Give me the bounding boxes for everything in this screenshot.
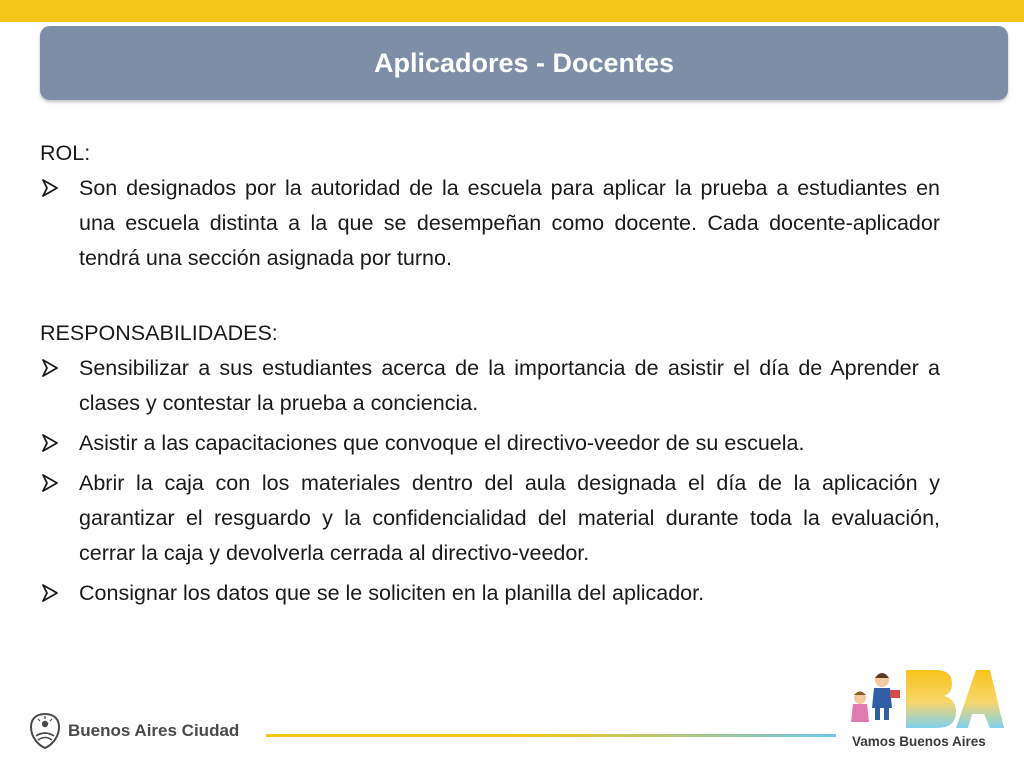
arrow-bullet-icon <box>40 473 60 493</box>
arrow-bullet-icon <box>40 178 60 198</box>
resp-bullet-item <box>40 466 940 571</box>
resp-bullet-text: Abrir la caja con los materiales dentro del aula designada el día de la aplicación y garantizar el resguardo y la confidencialidad del material durante toda la evaluación, cerrar la caja y devolverla cerrada al directivo-veedor. <box>79 471 940 565</box>
rol-bullet-item <box>40 171 940 276</box>
footer-divider <box>266 734 836 737</box>
slide-title: Aplicadores - Docentes <box>373 47 675 78</box>
resp-bullet-item <box>40 351 940 421</box>
children-mascot-icon <box>844 664 1004 734</box>
responsabilidades-label: RESPONSABILIDADES: <box>40 321 278 345</box>
resp-bullet-item <box>40 576 940 611</box>
resp-bullet-text: Consignar los datos que se le soliciten en la planilla del aplicador. <box>79 581 705 605</box>
vamos-buenos-aires-text: Vamos Buenos Aires <box>852 734 986 749</box>
rol-label: ROL: <box>40 141 91 165</box>
rol-bullet-text: Son designados por la autoridad de la escuela para aplicar la prueba a estudiantes en una escuela distinta a la que se desempeñan como docente. Cada docente-aplicador tendrá una sección asignada por turno. <box>79 176 940 270</box>
resp-bullet-item <box>40 426 940 461</box>
resp-bullet-text: Asistir a las capacitaciones que convoque el directivo-veedor de su escuela. <box>79 431 805 455</box>
title-banner <box>40 26 1008 100</box>
top-accent-stripe <box>0 0 1024 22</box>
resp-bullet-text: Sensibilizar a sus estudiantes acerca de la importancia de asistir el día de Aprender a clases y contestar la prueba a conciencia. <box>79 356 940 415</box>
slide-content <box>40 136 940 616</box>
arrow-bullet-icon <box>40 433 60 453</box>
section-spacer <box>40 281 940 316</box>
buenos-aires-ciudad-text: Buenos Aires Ciudad <box>68 721 240 740</box>
arrow-bullet-icon <box>40 583 60 603</box>
buenos-aires-ciudad-logo <box>28 712 239 750</box>
city-seal-icon <box>28 712 62 750</box>
arrow-bullet-icon <box>40 358 60 378</box>
